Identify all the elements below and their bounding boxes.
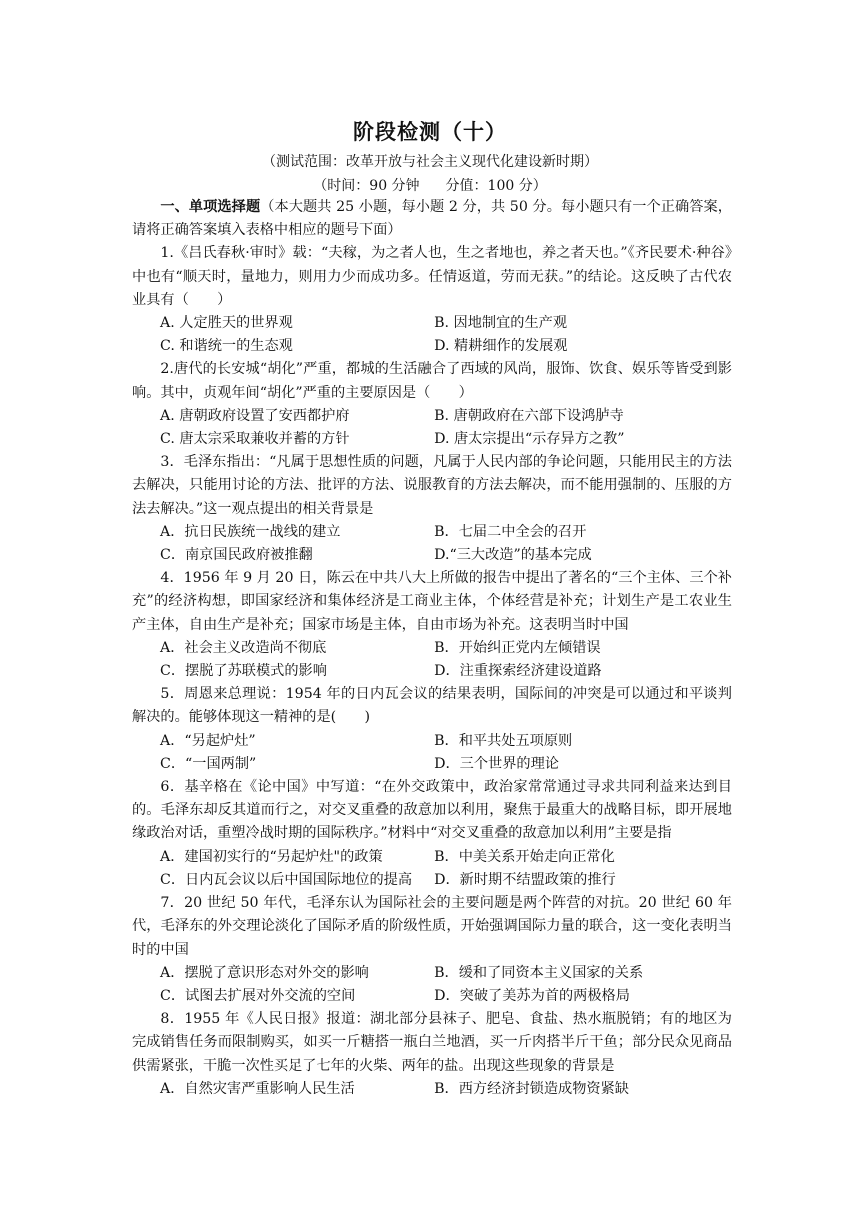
answer-option: A．社会主义改造尚不彻底 — [160, 639, 327, 656]
answer-option: C．试图去扩展对外交流的空间 — [160, 987, 356, 1004]
answer-option: D．注重探索经济建设道路 — [434, 663, 602, 680]
answer-option: B．缓和了同资本主义国家的关系 — [434, 964, 644, 981]
question-stem: 5．周恩来总理说：1954 年的日内瓦会议的结果表明，国际间的冲突是可以通过和平谈判解决的。能够体现这一精神的是( ) — [132, 686, 732, 726]
answer-option: A．抗日民族统一战线的建立 — [160, 523, 341, 540]
option-row — [132, 544, 732, 567]
section-title: 一、单项选择题 — [160, 199, 261, 215]
question-2 — [132, 358, 732, 451]
question-stem: 2.唐代的长安城“胡化”严重，都城的生活融合了西域的风尚，服饰、饮食、娱乐等皆受到影响。其中，贞观年间“胡化”严重的主要原因是（ ） — [132, 361, 732, 401]
section-heading — [132, 196, 732, 242]
answer-option: C．南京国民政府被推翻 — [160, 547, 313, 564]
option-row — [132, 637, 732, 660]
question-stem: 1.《吕氏春秋·审时》载：“夫稼，为之者人也，生之者地也，养之者天也。”《齐民要术·种谷》中也有“顺天时，量地力，则用力少而成功多。任情返道，劳而无获。”的结论。这反映了古代农业具有（ ） — [132, 245, 732, 308]
question-7 — [132, 892, 732, 1008]
answer-option: B．和平共处五项原则 — [434, 732, 573, 749]
question-stem: 7．20 世纪 50 年代，毛泽东认为国际社会的主要问题是两个阵营的对抗。20 世纪 60 年代，毛泽东的外交理论淡化了国际矛盾的阶级性质，开始强调国际力量的联合，这一变化表明当时的中国 — [132, 895, 732, 958]
answer-option: A. 人定胜天的世界观 — [160, 315, 293, 332]
answer-option: B．七届二中全会的召开 — [434, 523, 587, 540]
answer-option: C．日内瓦会议以后中国国际地位的提高 — [160, 871, 413, 888]
option-row — [132, 335, 732, 358]
option-row — [132, 660, 732, 683]
time-score-line — [0, 175, 860, 195]
question-stem: 8．1955 年《人民日报》报道：湖北部分县袜子、肥皂、食盐、热水瓶脱销；有的地区为完成销售任务而限制购买，如买一斤糖搭一瓶白兰地酒，买一斤肉搭半斤干鱼；部分民众见商品供需紧张，干脆一次性买足了七年的火柴、两年的盐。出现这些现象的背景是 — [132, 1011, 732, 1074]
question-6 — [132, 776, 732, 892]
option-row — [132, 405, 732, 428]
option-row — [132, 962, 732, 985]
answer-option: A．建国初实行的“另起炉灶"的政策 — [160, 848, 383, 865]
option-row — [132, 428, 732, 451]
answer-option: C. 唐太宗采取兼收并蓄的方针 — [160, 431, 350, 448]
answer-option: D．三个世界的理论 — [434, 755, 559, 772]
section-instructions: （本大题共 25 小题，每小题 2 分，共 50 分。每小题只有一个正确答案，请将正确答案填入表格中相应的题号下面） — [132, 199, 732, 239]
option-row — [132, 730, 732, 753]
time-limit: （时间：90 分钟 — [313, 178, 420, 194]
total-score: 分值：100 分） — [445, 178, 547, 194]
question-5 — [132, 683, 732, 776]
answer-option: C．“一国两制” — [160, 755, 257, 772]
question-stem: 3．毛泽东指出：“凡属于思想性质的问题，凡属于人民内部的争论问题，只能用民主的方法去解决，只能用讨论的方法、批评的方法、说服教育的方法去解决，而不能用强制的、压服的方法去解决。”这一观点提出的相关背景是 — [132, 454, 732, 517]
question-list — [132, 242, 732, 1101]
answer-option: C. 和谐统一的生态观 — [160, 338, 293, 355]
answer-option: B．西方经济封锁造成物资紧缺 — [434, 1080, 629, 1097]
answer-option: C．摆脱了苏联模式的影响 — [160, 663, 327, 680]
question-4 — [132, 567, 732, 683]
answer-option: A．自然灾害严重影响人民生活 — [160, 1080, 355, 1097]
answer-option: A. 唐朝政府设置了安西都护府 — [160, 407, 350, 424]
answer-option: D. 唐太宗提出“示存异方之教” — [434, 431, 625, 448]
option-row — [132, 521, 732, 544]
question-8 — [132, 1008, 732, 1101]
answer-option: D．新时期不结盟政策的推行 — [434, 871, 616, 888]
answer-option: B. 因地制宜的生产观 — [434, 315, 568, 332]
answer-option: B．中美关系开始走向正常化 — [434, 848, 615, 865]
answer-option: B．开始纠正党内左倾错误 — [434, 639, 601, 656]
answer-option: A．“另起炉灶” — [160, 732, 256, 749]
answer-option: D. 精耕细作的发展观 — [434, 338, 568, 355]
option-row — [132, 753, 732, 776]
option-row — [132, 312, 732, 335]
option-row — [132, 869, 732, 892]
question-stem: 6．基辛格在《论中国》中写道：“在外交政策中，政治家常常通过寻求共同利益来达到目的。毛泽东却反其道而行之，对交叉重叠的敌意加以利用，聚焦于最重大的战略目标，即开展地缘政治对话，重塑冷战时期的国际秩序。”材料中“对交叉重叠的敌意加以利用”主要是指 — [132, 779, 732, 842]
answer-option: B. 唐朝政府在六部下设鸿胪寺 — [434, 407, 624, 424]
option-row — [132, 1078, 732, 1101]
answer-option: D．突破了美苏为首的两极格局 — [434, 987, 630, 1004]
question-area — [132, 196, 732, 1101]
option-row — [132, 985, 732, 1008]
page-title: 阶段检测（十） — [353, 119, 507, 144]
question-stem: 4．1956 年 9 月 20 日，陈云在中共八大上所做的报告中提出了著名的“三个主体、三个补充”的经济构想，即国家经济和集体经济是工商业主体，个体经营是补充；计划生产是工农业生产主体，自由生产是补充；国家市场是主体，自由市场为补充。这表明当时中国 — [132, 570, 732, 633]
question-3 — [132, 451, 732, 567]
answer-option: D.“三大改造”的基本完成 — [434, 547, 592, 564]
test-scope: （测试范围：改革开放与社会主义现代化建设新时期） — [262, 154, 598, 170]
question-1 — [132, 242, 732, 358]
option-row — [132, 846, 732, 869]
answer-option: A．摆脱了意识形态对外交的影响 — [160, 964, 369, 981]
